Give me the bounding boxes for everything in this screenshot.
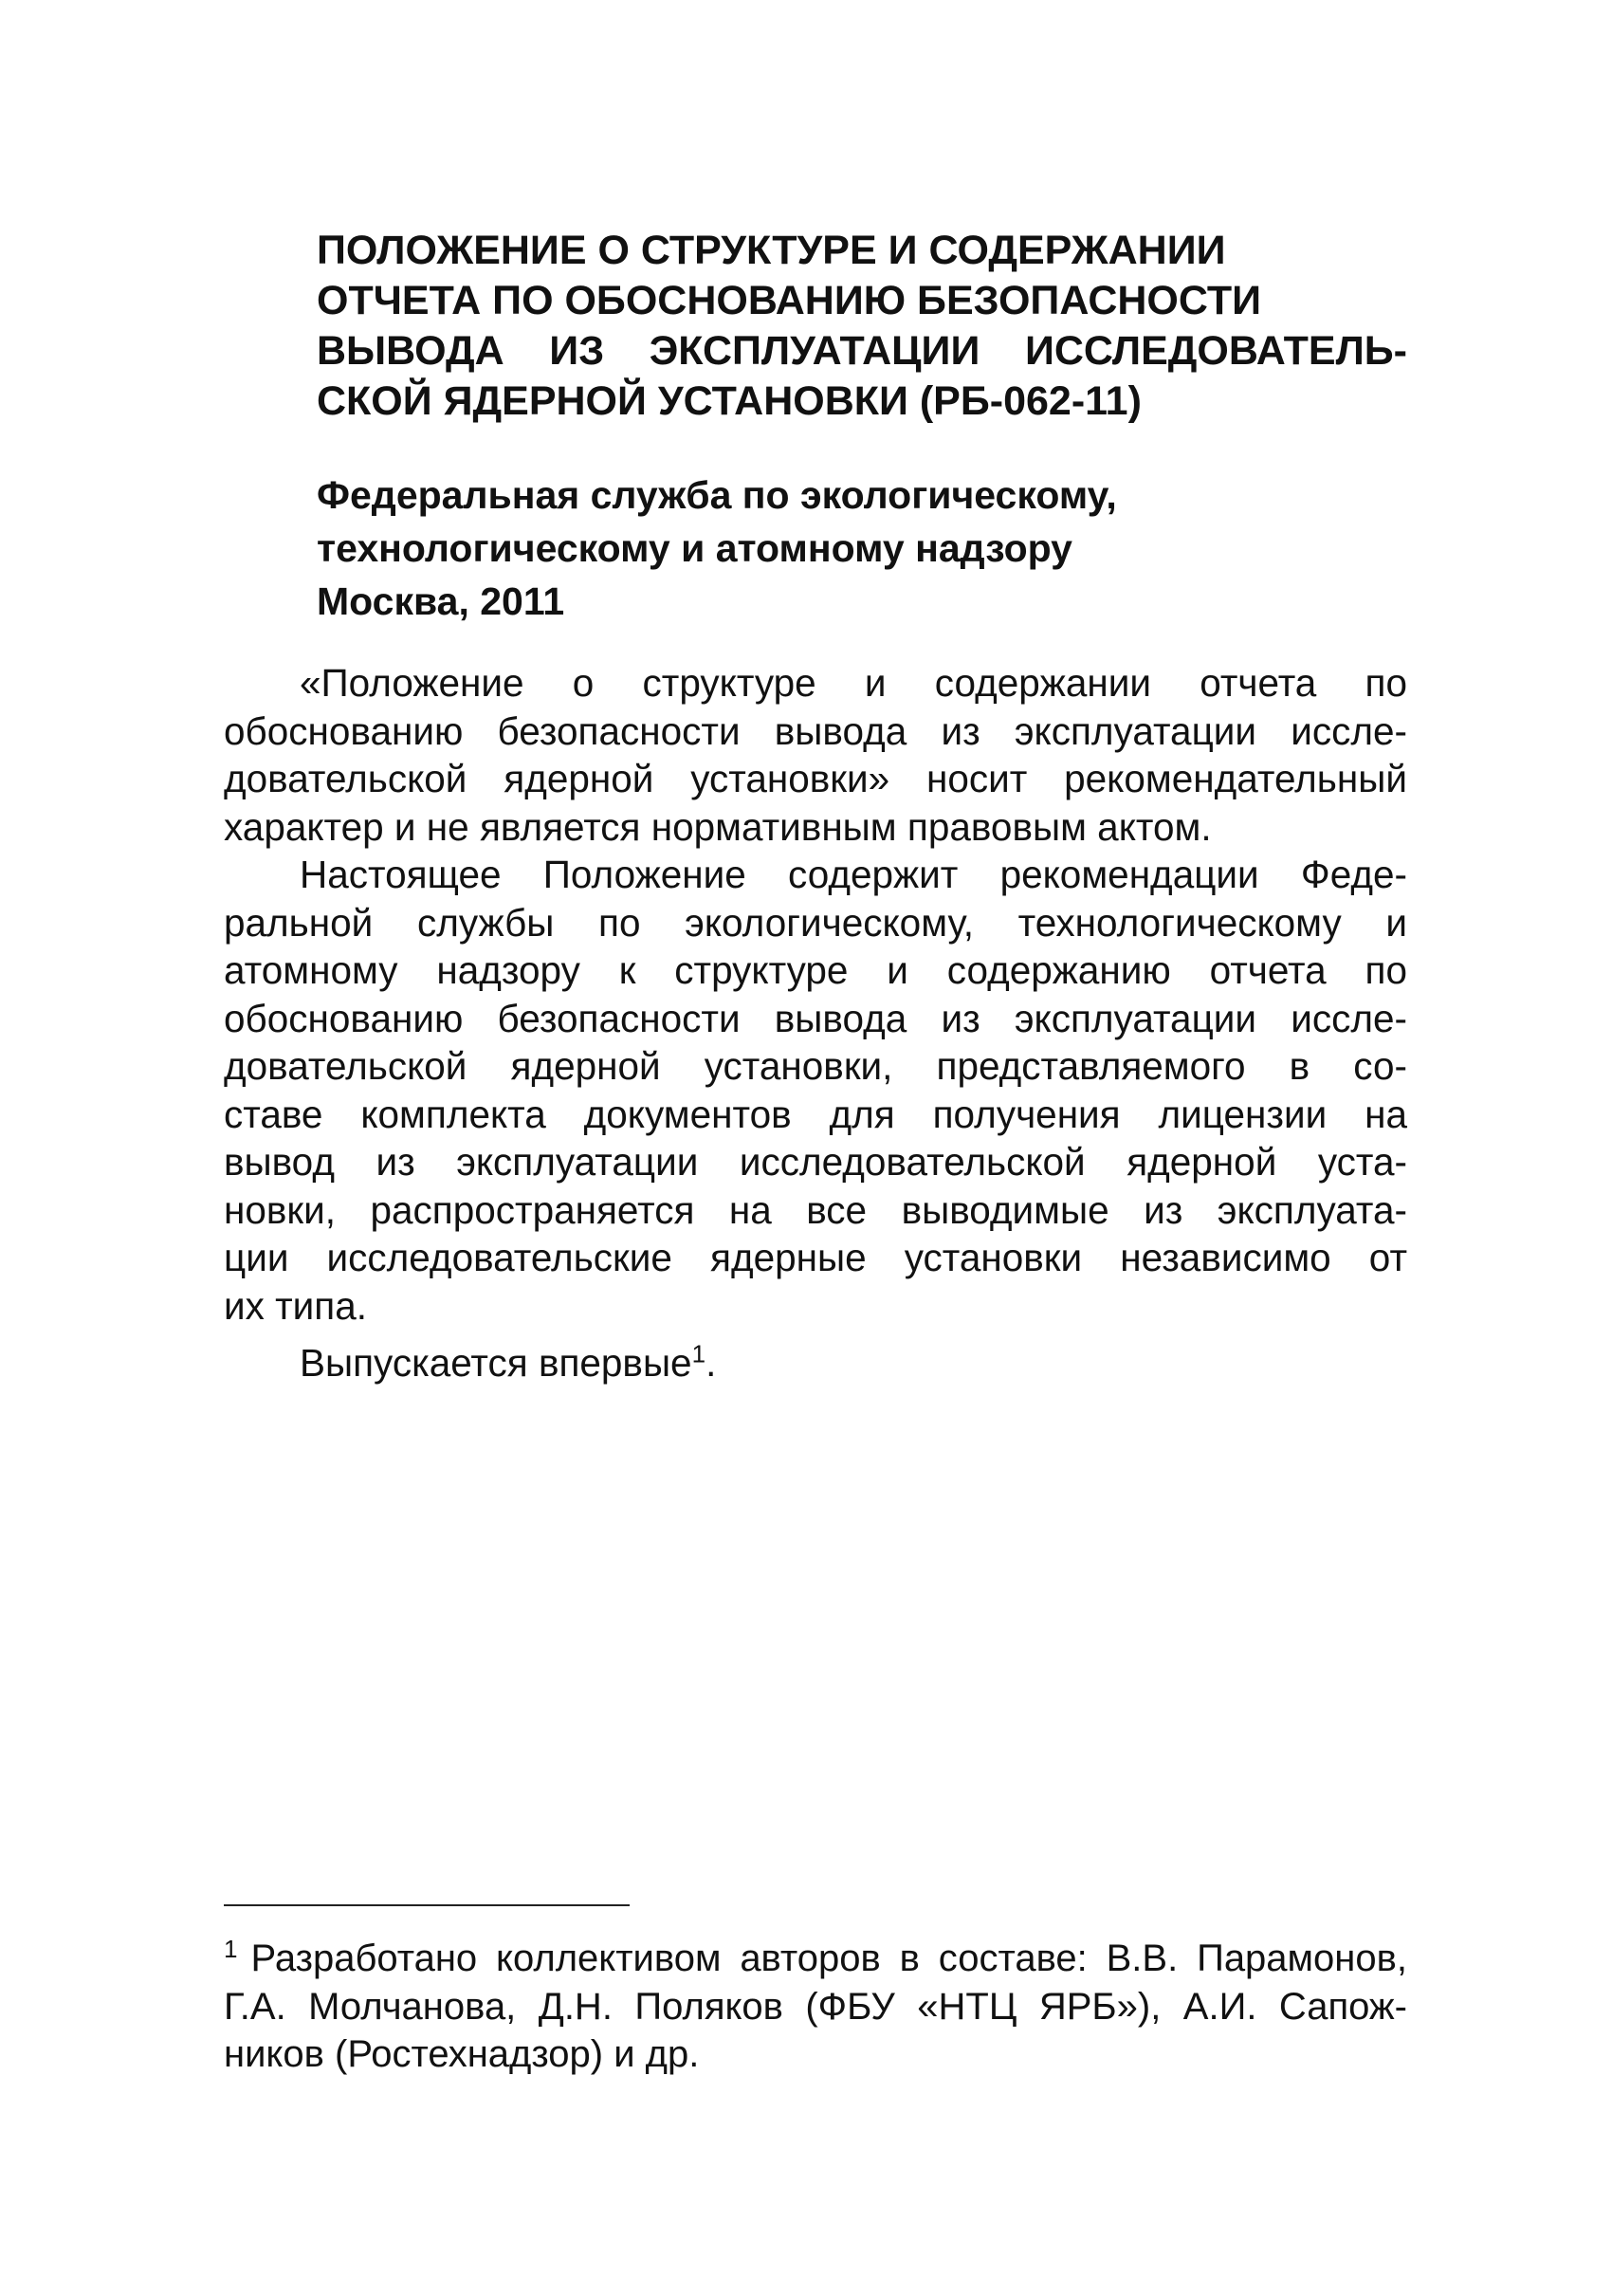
- paragraph-scope: [224, 851, 1407, 1330]
- paragraph-line: характер и не является нормативным правовым актом.: [224, 804, 1212, 849]
- paragraph-line: обоснованию безопасности вывода из эксплуатации иссле-: [224, 996, 1407, 1040]
- paragraph-line: атомному надзору к структуре и содержанию отчета по: [224, 948, 1407, 992]
- paragraph-line: «Положение о структуре и содержании отчета по: [300, 661, 1407, 705]
- title-line: ОТЧЕТА ПО ОБОСНОВАНИЮ БЕЗОПАСНОСТИ: [317, 278, 1262, 323]
- paragraph-line: ральной службы по экологическому, технологическому и: [224, 900, 1407, 945]
- paragraph-line: довательской ядерной установки» носит рекомендательный: [224, 757, 1407, 800]
- issue-note-text: Выпускается впервые: [300, 1341, 692, 1385]
- publisher-line: Федеральная служба по экологическому,: [317, 473, 1117, 517]
- paragraph-line: их типа.: [224, 1283, 368, 1328]
- paragraph-line: ции исследовательские ядерные установки независимо от: [224, 1236, 1407, 1279]
- paragraph-line: Настоящее Положение содержит рекомендации Феде-: [300, 853, 1407, 896]
- footnote-divider: [224, 1904, 630, 1906]
- paragraph-line: обоснованию безопасности вывода из эксплуатации иссле-: [224, 708, 1407, 753]
- paragraph-line: вывод из эксплуатации исследовательской ядерной уста-: [224, 1140, 1407, 1184]
- footnote-marker: 1: [224, 1934, 238, 1963]
- issue-note: [300, 1339, 716, 1387]
- footnote-text: Разработано коллективом авторов в составе: В.В. Парамонов,: [250, 1938, 1407, 1979]
- body-text: [224, 659, 1407, 1330]
- title-line: ПОЛОЖЕНИЕ О СТРУКТУРЕ И СОДЕРЖАНИИ: [317, 228, 1226, 273]
- publication-place-year: Москва, 2011: [317, 579, 565, 623]
- paragraph-line: довательской ядерной установки, представляемого в со-: [224, 1044, 1407, 1088]
- footnote-line: [224, 1935, 1407, 1983]
- paragraph-status: [224, 659, 1407, 851]
- footnote-line: ников (Ростехнадзор) и др.: [224, 2033, 700, 2075]
- paragraph-line: ставе комплекта документов для получения лицензии на: [224, 1092, 1407, 1136]
- document-title: [317, 226, 1407, 427]
- footnote-reference[interactable]: 1: [691, 1339, 706, 1368]
- footnote: [224, 1935, 1407, 2079]
- footnote-line: Г.А. Молчанова, Д.Н. Поляков (ФБУ «НТЦ ЯРБ»), А.И. Сапож-: [224, 1985, 1407, 2028]
- paragraph-line: новки, распространяется на все выводимые из эксплуата-: [224, 1187, 1407, 1232]
- publisher-block: [317, 468, 1265, 628]
- issue-note-period: .: [705, 1341, 717, 1385]
- title-line: ВЫВОДА ИЗ ЭКСПЛУАТАЦИИ ИССЛЕДОВАТЕЛЬ-: [317, 328, 1407, 374]
- publisher-line: технологическому и атомному надзору: [317, 526, 1072, 570]
- title-line: СКОЙ ЯДЕРНОЙ УСТАНОВКИ (РБ-062-11): [317, 378, 1142, 424]
